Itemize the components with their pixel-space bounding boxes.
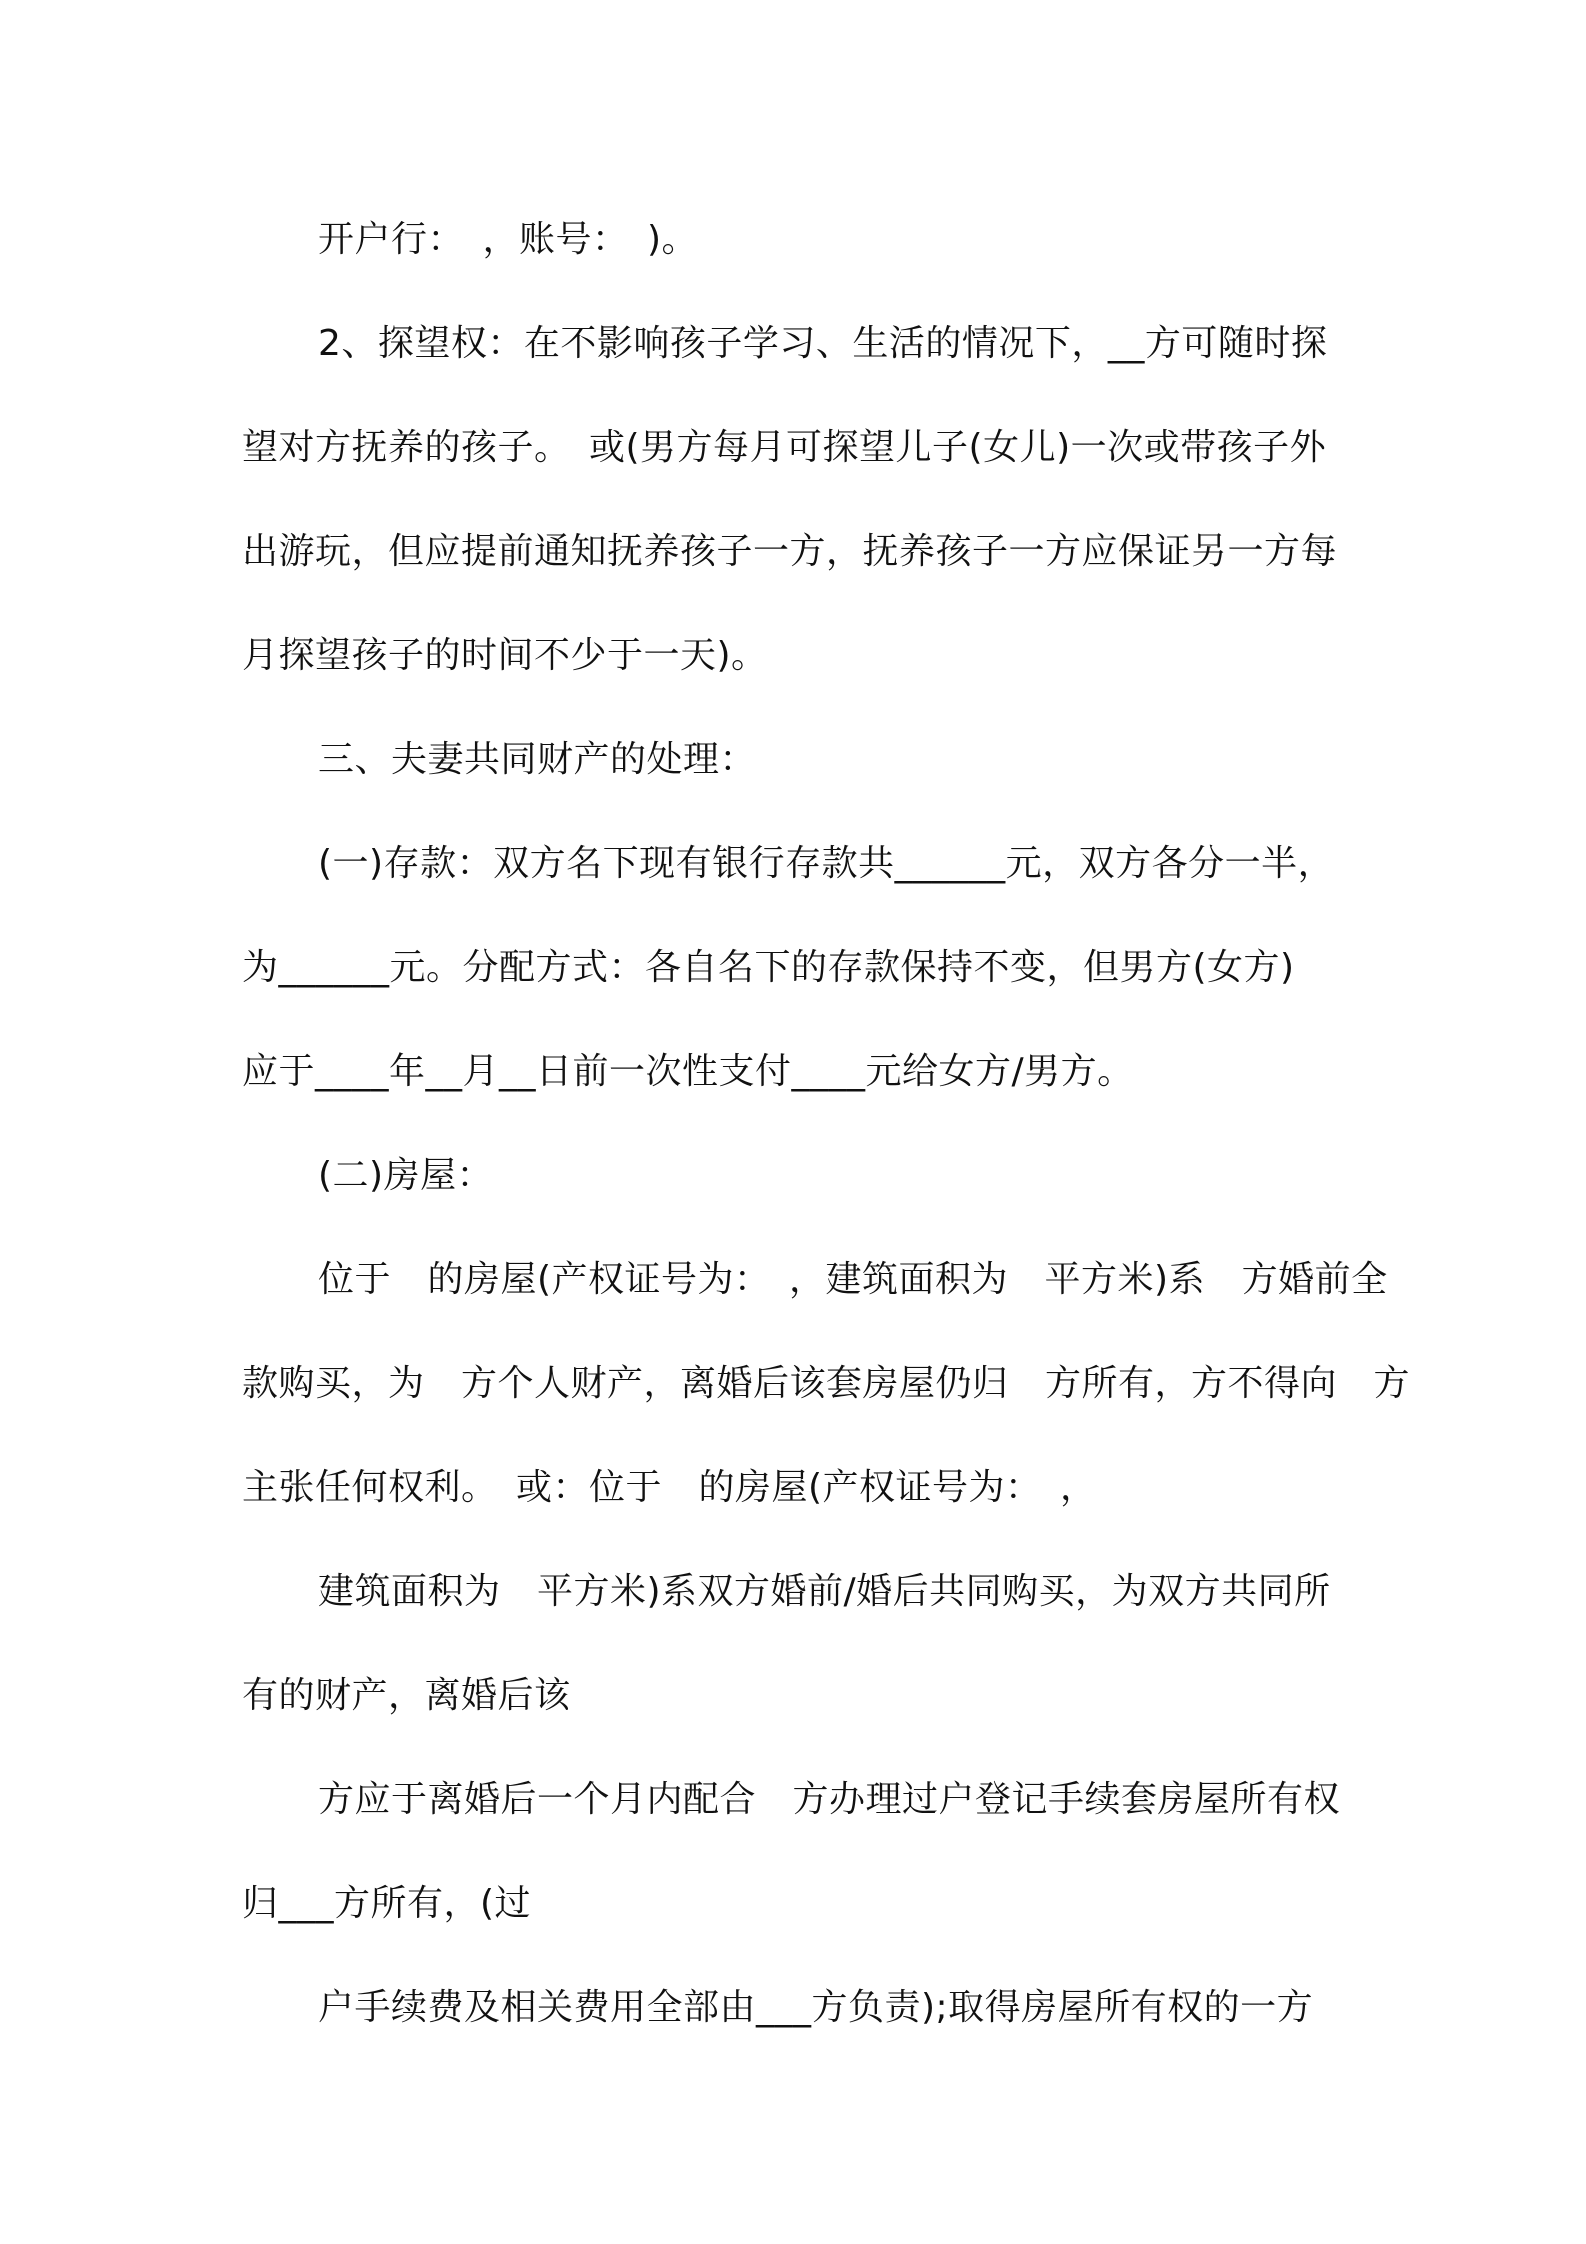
text-line-deposit-cont-1: 为______元。分配方式：各自名下的存款保持不变，但男方(女方) (242, 947, 1295, 988)
text-line-house-2: 款购买，为 方个人财产，离婚后该套房屋仍归 方所有，方不得向 方 (242, 1363, 1411, 1404)
text-line-house-4: 建筑面积为 平方米)系双方婚前/婚后共同购买，为双方共同所 (318, 1571, 1331, 1612)
text-line-visitation-cont-3: 月探望孩子的时间不少于一天)。 (242, 635, 768, 676)
text-line-deposit: (一)存款：双方名下现有银行存款共______元，双方各分一半， (318, 843, 1335, 884)
text-line-bank-account: 开户行： ，账号： )。 (318, 219, 699, 260)
text-line-visitation-cont-1: 望对方抚养的孩子。 或(男方每月可探望儿子(女儿)一次或带孩子外 (242, 427, 1327, 468)
section-heading-property: 三、夫妻共同财产的处理： (318, 739, 757, 780)
text-line-visitation-right: 2、探望权：在不影响孩子学习、生活的情况下，__方可随时探 (318, 323, 1328, 364)
subheading-house: (二)房屋： (318, 1155, 494, 1196)
text-line-house-6: 方应于离婚后一个月内配合 方办理过户登记手续套房屋所有权 (318, 1779, 1341, 1820)
text-line-house-1: 位于 的房屋(产权证号为： ，建筑面积为 平方米)系 方婚前全 (318, 1259, 1388, 1300)
text-line-visitation-cont-2: 出游玩，但应提前通知抚养孩子一方，抚养孩子一方应保证另一方每 (242, 531, 1338, 572)
text-line-deposit-cont-2: 应于____年__月__日前一次性支付____元给女方/男方。 (242, 1051, 1134, 1092)
text-line-house-5: 有的财产，离婚后该 (242, 1675, 571, 1716)
text-line-house-7: 归___方所有，(过 (242, 1883, 532, 1924)
text-line-house-3: 主张任何权利。 或：位于 的房屋(产权证号为： ， (242, 1467, 1097, 1508)
text-line-house-8: 户手续费及相关费用全部由___方负责);取得房屋所有权的一方 (318, 1987, 1314, 2028)
